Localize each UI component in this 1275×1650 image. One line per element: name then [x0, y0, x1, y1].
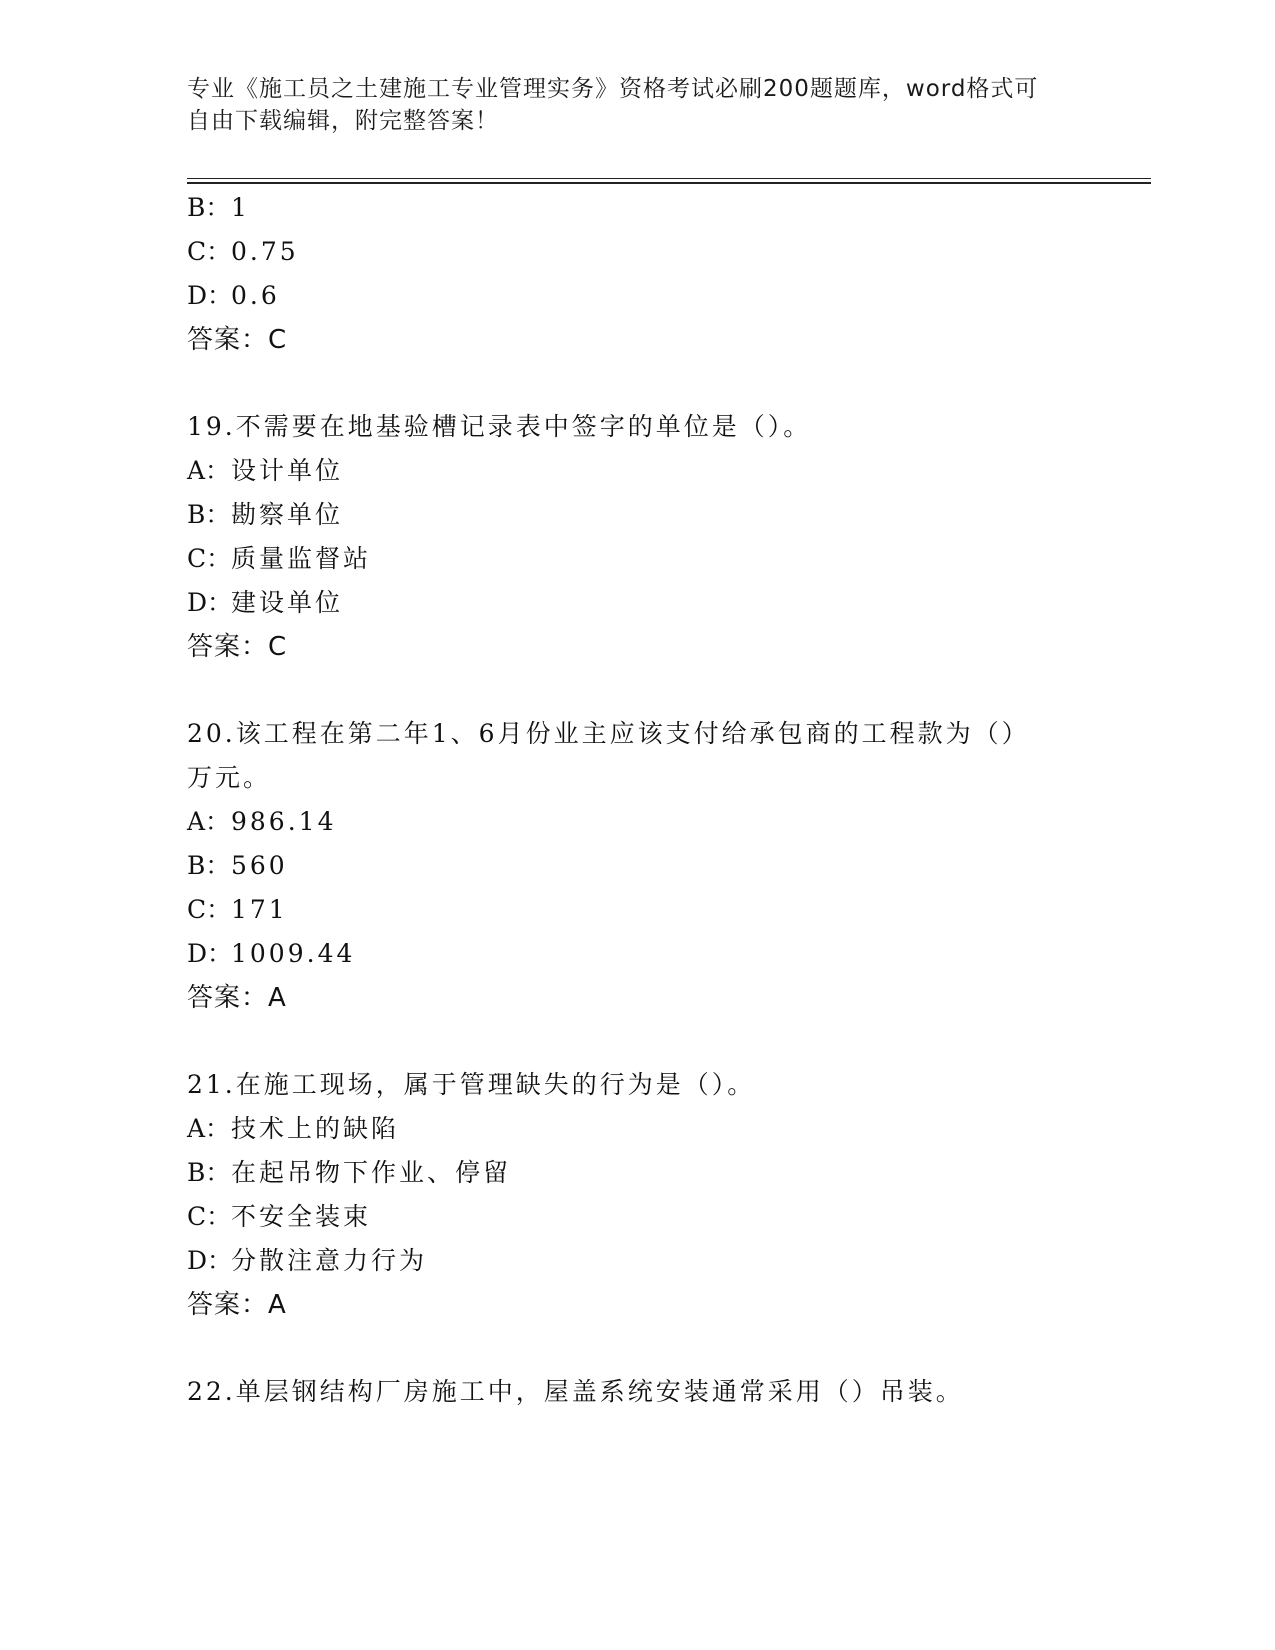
option-key: A：: [187, 807, 231, 836]
q19-option-c: [187, 544, 371, 574]
q18-option-c: [187, 237, 299, 267]
option-key: C：: [187, 895, 232, 924]
q20-answer: 答案：A: [187, 983, 287, 1013]
q19-option-b: [187, 500, 343, 530]
q21-answer: 答案：A: [187, 1290, 287, 1320]
q18-answer: 答案：C: [187, 325, 288, 355]
option-text: 560: [231, 851, 288, 880]
q20-option-d: [187, 939, 355, 969]
header-divider-thick: [187, 182, 1151, 184]
option-key: D：: [187, 588, 233, 617]
option-text: 在起吊物下作业、停留: [231, 1158, 512, 1187]
option-key: C：: [187, 1202, 232, 1231]
option-key: B：: [187, 1158, 231, 1187]
option-text: 分散注意力行为: [231, 1246, 428, 1275]
header-title-line-1: 专业《施工员之土建施工专业管理实务》资格考试必刷200题题库，word格式可: [187, 76, 1039, 102]
q22-stem: 22.单层钢结构厂房施工中，屋盖系统安装通常采用（）吊装。: [187, 1377, 964, 1406]
option-key: A：: [187, 1114, 231, 1143]
option-key: B：: [187, 500, 231, 529]
option-text: 技术上的缺陷: [231, 1114, 400, 1143]
option-key: A：: [187, 456, 231, 485]
option-text: 不安全装束: [231, 1202, 372, 1231]
option-key: B：: [187, 851, 231, 880]
header-divider-thin: [187, 178, 1151, 179]
option-key: D：: [187, 281, 233, 310]
q21-option-d: [187, 1246, 427, 1276]
q20-stem-line-2: 万元。: [187, 763, 272, 792]
q18-option-b: [187, 193, 250, 223]
q19-stem: 19.不需要在地基验槽记录表中签字的单位是（）。: [187, 412, 812, 441]
option-text: 设计单位: [231, 456, 344, 485]
option-text: 质量监督站: [231, 544, 372, 573]
option-text: 0.75: [231, 237, 299, 266]
option-text: 建设单位: [231, 588, 344, 617]
q21-stem: 21.在施工现场，属于管理缺失的行为是（）。: [187, 1070, 756, 1099]
q18-option-d: [187, 281, 280, 311]
option-text: 1: [231, 193, 250, 222]
q19-option-a: [187, 456, 343, 486]
option-key: D：: [187, 1246, 233, 1275]
q20-option-b: [187, 851, 288, 881]
document-header: [187, 73, 1067, 137]
option-text: 171: [231, 895, 288, 924]
q20-stem-line-1: 20.该工程在第二年1、6月份业主应该支付给承包商的工程款为（）: [187, 719, 1030, 748]
option-key: D：: [187, 939, 233, 968]
option-text: 986.14: [231, 807, 337, 836]
q19-answer: 答案：C: [187, 632, 288, 662]
option-text: 0.6: [231, 281, 280, 310]
q19-option-d: [187, 588, 343, 618]
q20-option-c: [187, 895, 288, 925]
option-key: B：: [187, 193, 231, 222]
option-text: 勘察单位: [231, 500, 344, 529]
option-key: C：: [187, 544, 232, 573]
q21-option-c: [187, 1202, 371, 1232]
q21-option-a: [187, 1114, 399, 1144]
option-text: 1009.44: [231, 939, 356, 968]
option-key: C：: [187, 237, 232, 266]
header-title-line-2: 自由下载编辑，附完整答案！: [187, 108, 499, 134]
q20-option-a: [187, 807, 336, 837]
q21-option-b: [187, 1158, 511, 1188]
